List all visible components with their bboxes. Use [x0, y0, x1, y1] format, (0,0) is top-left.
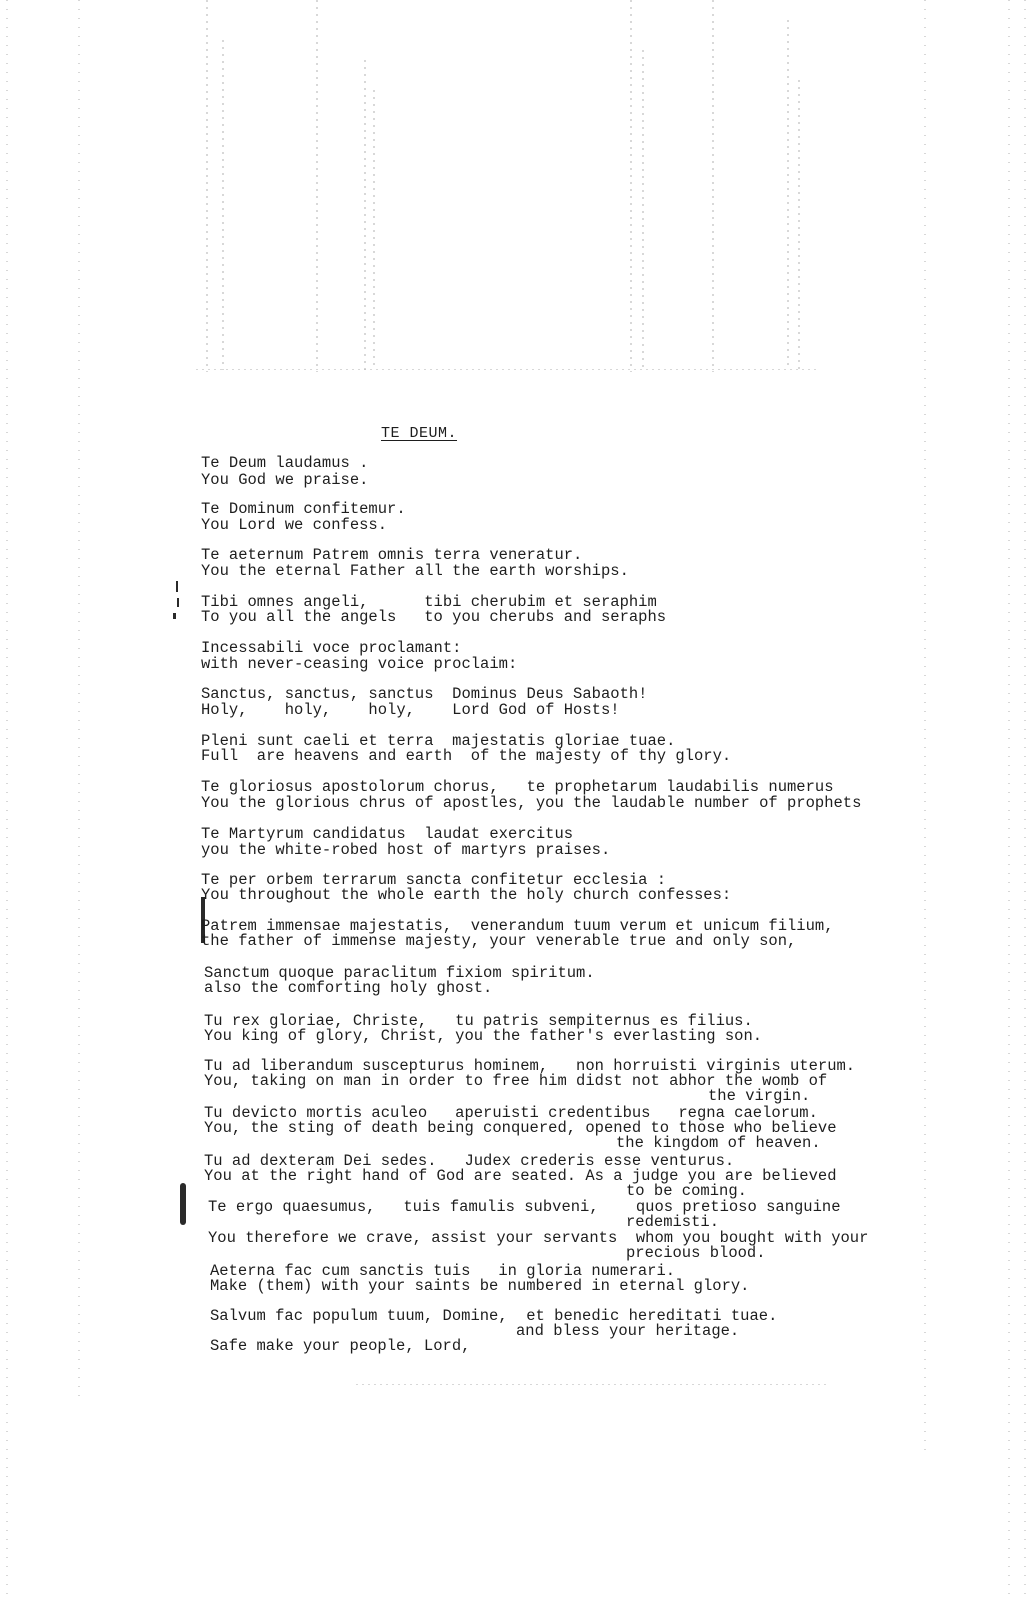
text-line: You, the sting of death being conquered, opened to those who believe [204, 1119, 837, 1137]
bleed-through-mark [642, 50, 644, 370]
text-line: Aeterna fac cum sanctis tuis in gloria numerari. [210, 1262, 676, 1280]
text-line: Patrem immensae majestatis, venerandum tuum verum et unicum filium, [201, 917, 834, 935]
text-line: Tu ad liberandum suscepturus hominem, non horruisti virginis uterum. [204, 1057, 856, 1075]
text-line: You at the right hand of God are seated. As a judge you are believed [204, 1167, 837, 1185]
text-line: the father of immense majesty, your venerable true and only son, [201, 932, 797, 950]
text-line: Te ergo quaesumus, tuis famulis subveni, quos pretioso sanguine [208, 1198, 841, 1216]
text-line: You throughout the whole earth the holy church confesses: [201, 886, 732, 904]
margin-tick-mark [177, 598, 179, 607]
page-edge-noise [6, 0, 8, 1600]
page-edge-noise [1008, 0, 1010, 1600]
text-line: the kingdom of heaven. [616, 1134, 821, 1152]
margin-tick-mark [173, 613, 176, 619]
bleed-through-mark [206, 0, 208, 372]
text-line: to be coming. [626, 1182, 747, 1200]
margin-signature-mark [180, 1183, 186, 1225]
text-line: Te Deum laudamus . [201, 454, 369, 472]
bleed-through-mark [222, 40, 224, 370]
text-line: Te aeternum Patrem omnis terra veneratur. [201, 546, 583, 564]
text-line: redemisti. [626, 1213, 720, 1231]
text-line: Tu rex gloriae, Christe, tu patris sempiternus es filius. [204, 1012, 753, 1030]
text-line: Holy, holy, holy, Lord God of Hosts! [201, 701, 620, 719]
text-line: Te Martyrum candidatus laudat exercitus [201, 825, 574, 843]
text-line: Tu ad dexteram Dei sedes. Judex crederis esse venturus. [204, 1152, 735, 1170]
text-line: with never-ceasing voice proclaim: [201, 655, 518, 673]
bleed-through-mark [196, 369, 816, 370]
margin-tick-mark [176, 581, 178, 592]
text-line: You God we praise. [201, 471, 369, 489]
bleed-through-mark [712, 0, 714, 372]
text-line: Make (them) with your saints be numbered in eternal glory. [210, 1277, 750, 1295]
text-line: you the white-robed host of martyrs praises. [201, 841, 611, 859]
page-edge-noise [924, 0, 926, 1450]
text-line: Full are heavens and earth of the majesty of thy glory. [201, 747, 732, 765]
text-line: Te gloriosus apostolorum chorus, te prophetarum laudabilis numerus [201, 778, 834, 796]
bleed-through-mark [316, 0, 318, 372]
bleed-through-mark [364, 60, 366, 370]
text-line: precious blood. [626, 1244, 766, 1262]
text-line: Te per orbem terrarum sancta confitetur ecclesia : [201, 871, 667, 889]
page-edge-noise [78, 0, 80, 1400]
text-line: To you all the angels to you cherubs and seraphs [201, 608, 667, 626]
text-line: You Lord we confess. [201, 516, 388, 534]
text-line: You king of glory, Christ, you the father's everlasting son. [204, 1027, 763, 1045]
text-line: also the comforting holy ghost. [204, 979, 493, 997]
text-line: Pleni sunt caeli et terra majestatis gloriae tuae. [201, 732, 676, 750]
text-line: You therefore we crave, assist your servants whom you bought with your [208, 1229, 869, 1247]
bleed-through-mark [373, 90, 375, 370]
document-title: TE DEUM. [381, 425, 458, 442]
text-line: Te Dominum confitemur. [201, 500, 406, 518]
text-line: Salvum fac populum tuum, Domine, et benedic hereditati tuae. [210, 1307, 778, 1325]
bleed-through-mark [787, 20, 789, 370]
text-line: Safe make your people, Lord, [210, 1337, 471, 1355]
text-line: Tu devicto mortis aculeo aperuisti credentibus regna caelorum. [204, 1104, 818, 1122]
text-line: Incessabili voce proclamant: [201, 639, 462, 657]
text-line: You, taking on man in order to free him didst not abhor the womb of [204, 1072, 828, 1090]
bleed-through-mark [798, 80, 800, 370]
text-line: Tibi omnes angeli, tibi cherubim et seraphim [201, 593, 657, 611]
text-line: You the glorious chrus of apostles, you the laudable number of prophets [201, 794, 862, 812]
bleed-through-mark [630, 0, 632, 372]
text-line: and bless your heritage. [516, 1322, 740, 1340]
page-edge-noise [1024, 0, 1026, 1600]
text-line: Sanctum quoque paraclitum fixiom spiritum. [204, 964, 595, 982]
text-line: Sanctus, sanctus, sanctus Dominus Deus Sabaoth! [201, 685, 648, 703]
text-line: You the eternal Father all the earth worships. [201, 562, 629, 580]
bleed-through-mark [356, 1384, 826, 1385]
text-line: the virgin. [708, 1087, 811, 1105]
